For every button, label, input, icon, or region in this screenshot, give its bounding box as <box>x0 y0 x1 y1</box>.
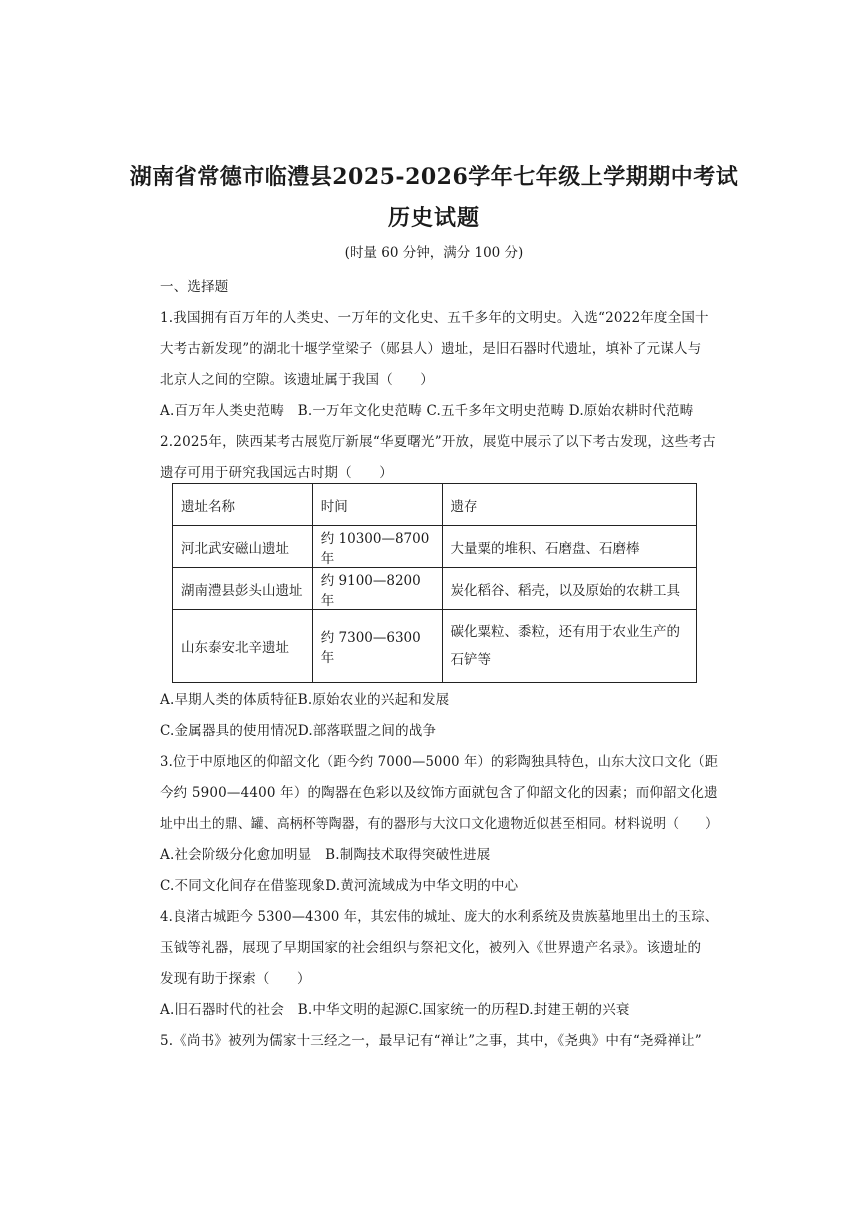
q3-text-line3: 址中出土的鼎、罐、高柄杯等陶器，有的器形与大汶口文化遗物近似甚至相同。材料说明（ ） <box>160 816 719 832</box>
section-heading: 一、选择题 <box>160 279 229 295</box>
table-cell: 大量粟的堆积、石磨盘、石磨棒 <box>442 526 696 568</box>
table-cell: 山东泰安北辛遗址 <box>173 610 313 683</box>
q4-options: A.旧石器时代的社会 B.中华文明的起源C.国家统一的历程D.封建王朝的兴衰 <box>160 1002 630 1018</box>
exam-time-score: (时量 60 分钟，满分 100 分) <box>344 245 524 261</box>
table-row <box>173 526 697 568</box>
q2-text-line2: 遗存可用于研究我国远古时期（ ） <box>160 465 393 481</box>
table-cell: 炭化稻谷、稻壳，以及原始的农耕工具 <box>442 568 696 610</box>
table-header-cell: 遗址名称 <box>173 484 313 526</box>
q1-text-line1: 1.我国拥有百万年的人类史、一万年的文化史、五千多年的文明史。入选“2022年度全国十 <box>160 310 709 326</box>
table-cell-text: 碳化粟粒、黍粒，还有用于农业生产的石铲等 <box>450 624 681 668</box>
table-header-cell: 时间 <box>312 484 442 526</box>
q2-options-line2: C.金属器具的使用情况D.部落联盟之间的战争 <box>160 723 437 739</box>
q2-options-line1: A.早期人类的体质特征B.原始农业的兴起和发展 <box>160 692 450 708</box>
table-cell: 湖南澧县彭头山遗址 <box>173 568 313 610</box>
exam-subject-title: 历史试题 <box>387 205 480 231</box>
table-cell: 约 10300—8700 年 <box>312 526 442 568</box>
table-cell: 约 7300—6300 年 <box>312 610 442 683</box>
exam-title: 湖南省常德市临澧县2025-2026学年七年级上学期期中考试 <box>129 164 739 190</box>
q3-options-line1: A.社会阶级分化愈加明显 B.制陶技术取得突破性进展 <box>160 847 491 863</box>
archaeological-sites-table <box>172 483 697 683</box>
table-cell <box>442 610 696 683</box>
table-header-row <box>173 484 697 526</box>
q4-text-line3: 发现有助于探索（ ） <box>160 971 311 987</box>
q1-text-line3: 北京人之间的空隙。该遗址属于我国（ ） <box>160 372 434 388</box>
q1-text-line2: 大考古新发现”的湖北十堰学堂梁子（郧县人）遗址，是旧石器时代遗址，填补了元谋人与 <box>160 341 702 357</box>
q3-text-line1: 3.位于中原地区的仰韶文化（距今约 7000—5000 年）的彩陶独具特色，山东大汶口文化（距 <box>160 754 719 770</box>
q2-text-line1: 2.2025年，陕西某考古展览厅新展“华夏曙光”开放，展览中展示了以下考古发现，这些考古 <box>160 434 716 450</box>
table-header-cell: 遗存 <box>442 484 696 526</box>
q4-text-line2: 玉钺等礼器，展现了早期国家的社会组织与祭祀文化，被列入《世界遗产名录》。该遗址的 <box>160 940 702 956</box>
table-row <box>173 568 697 610</box>
q4-text-line1: 4.良渚古城距今 5300—4300 年，其宏伟的城址、庞大的水利系统及贵族墓地里出土的玉琮、 <box>160 909 719 925</box>
table-cell: 河北武安磁山遗址 <box>173 526 313 568</box>
q5-text-line1: 5.《尚书》被列为儒家十三经之一，最早记有“禅让”之事，其中，《尧典》中有“尧舜禅让” <box>160 1033 702 1049</box>
table-cell: 约 9100—8200 年 <box>312 568 442 610</box>
q3-options-line2: C.不同文化间存在借鉴现象D.黄河流域成为中华文明的中心 <box>160 878 519 894</box>
table-row <box>173 610 697 683</box>
q1-options: A.百万年人类史范畴 B.一万年文化史范畴 C.五千多年文明史范畴 D.原始农耕时代范畴 <box>160 403 694 419</box>
q3-text-line2: 今约 5900—4400 年）的陶器在色彩以及纹饰方面就包含了仰韶文化的因素；而仰韶文化遗 <box>160 785 718 801</box>
